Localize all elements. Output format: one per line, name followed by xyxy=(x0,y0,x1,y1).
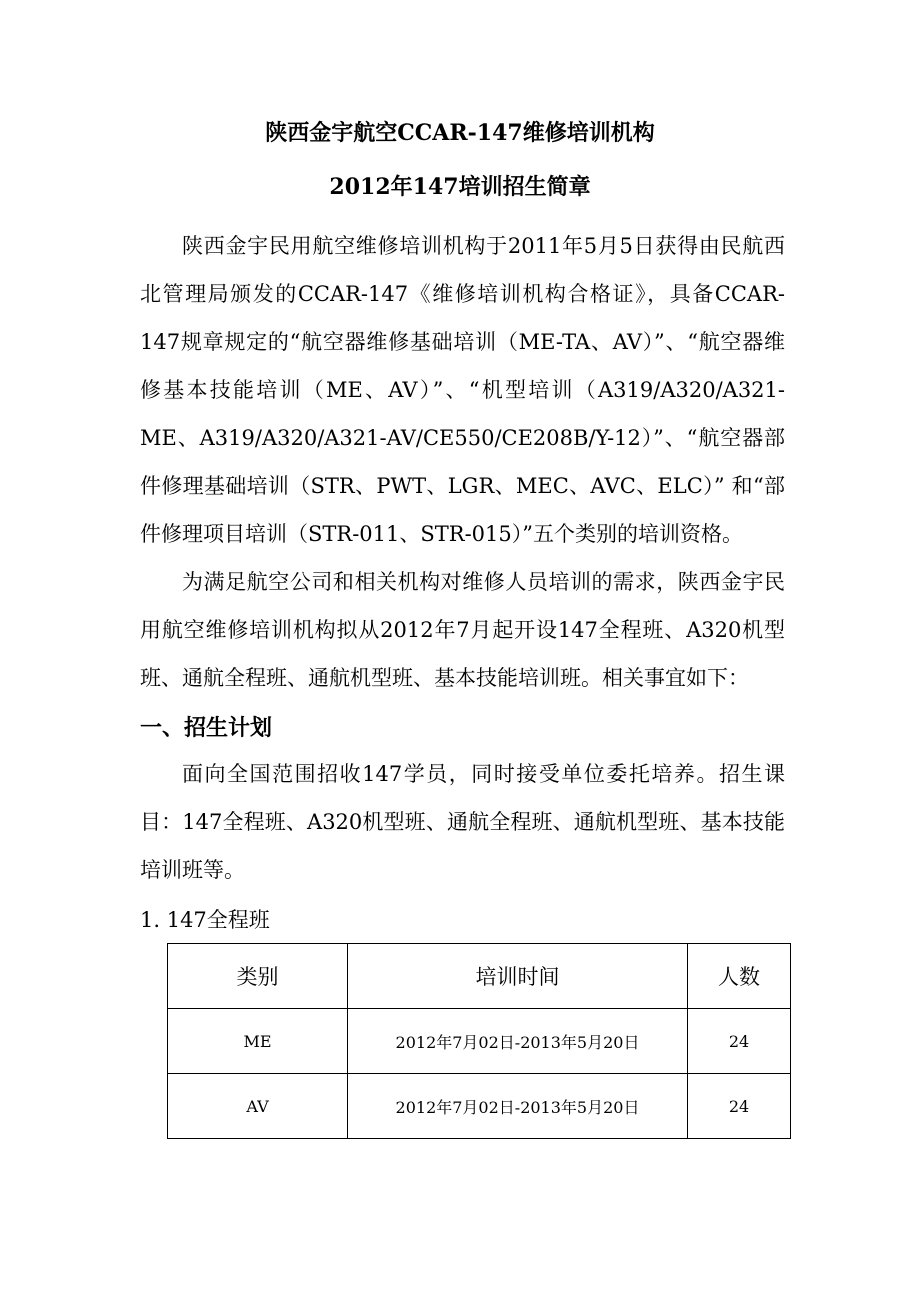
subsection-heading-full-course: 1. 147全程班 xyxy=(140,908,270,932)
section-heading-enrollment-plan: 一、招生计划 xyxy=(140,715,273,741)
document-title-line1: 陕西金宇航空CCAR-147维修培训机构 xyxy=(265,120,655,146)
cell-count: 24 xyxy=(688,1074,791,1139)
enrollment-table xyxy=(167,943,791,1139)
cell-category: AV xyxy=(168,1074,348,1139)
cell-period: 2012年7月02日-2013年5月20日 xyxy=(348,1074,688,1139)
header-count: 人数 xyxy=(688,944,791,1009)
table-row xyxy=(168,1009,791,1074)
cell-period: 2012年7月02日-2013年5月20日 xyxy=(348,1009,688,1074)
table-row xyxy=(168,1074,791,1139)
table-header-row xyxy=(168,944,791,1009)
second-paragraph: 为满足航空公司和相关机构对维修人员培训的需求，陕西金宇民用航空维修培训机构拟从2012年7月起开设147全程班、A320机型班、通航全程班、通航机型班、基本技能培训班。相关事宜如下： xyxy=(140,570,785,690)
cell-count: 24 xyxy=(688,1009,791,1074)
section-paragraph-enrollment: 面向全国范围招收147学员，同时接受单位委托培养。招生课目：147全程班、A320机型班、通航全程班、通航机型班、基本技能培训班等。 xyxy=(140,762,785,882)
document-title-line2: 2012年147培训招生简章 xyxy=(329,174,591,200)
intro-paragraph: 陕西金宇民用航空维修培训机构于2011年5月5日获得由民航西北管理局颁发的CCAR-147《维修培训机构合格证》，具备CCAR-147规章规定的“航空器维修基础培训（ME-TA、AV）”、“航空器维修基本技能培训（ME、AV）”、“机型培训（A319/A320/A321-ME、A319/A320/A321-AV/CE550/CE208B/Y-12）”、“航空器部件修理基础培训（STR、PWT、LGR、MEC、AVC、ELC）” 和“部件修理项目培训（STR-011、STR-015）”五个类别的培训资格。 xyxy=(140,234,785,546)
header-category: 类别 xyxy=(168,944,348,1009)
header-period: 培训时间 xyxy=(348,944,688,1009)
cell-category: ME xyxy=(168,1009,348,1074)
